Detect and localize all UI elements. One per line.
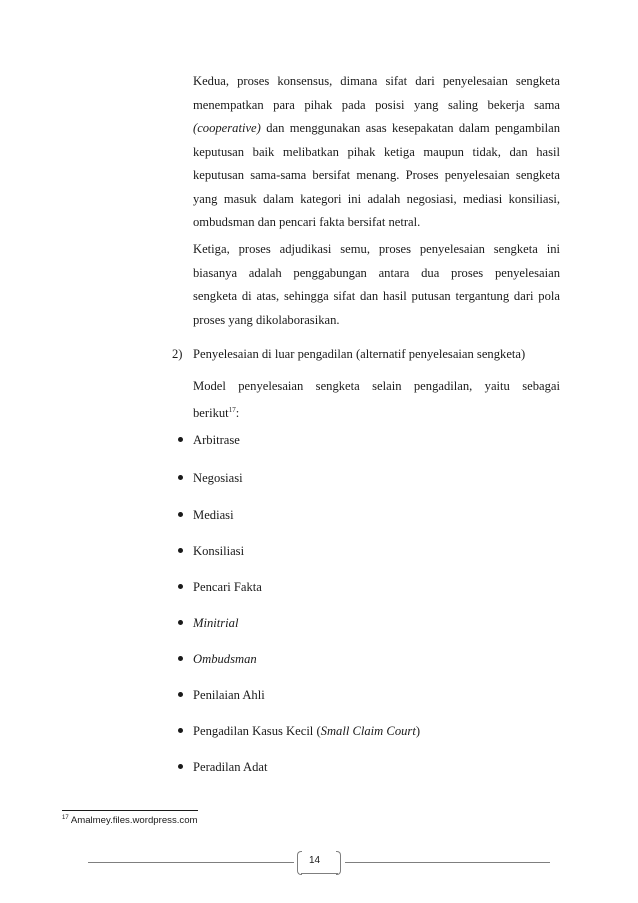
italic-term: Small Claim Court	[320, 724, 416, 738]
footnote-ref[interactable]: 17	[228, 405, 236, 414]
list-item-text	[193, 721, 420, 741]
paragraph-model	[193, 375, 560, 425]
footer-line-right	[345, 862, 550, 863]
text-line: Model penyelesaian sengketa selain pengadilan, yaitu sebagai	[193, 379, 560, 393]
list-item-text: Pencari Fakta	[193, 580, 262, 594]
italic-term: (cooperative)	[193, 121, 261, 135]
list-item-text: Mediasi	[193, 508, 234, 522]
bullet-icon	[178, 692, 183, 697]
bullet-icon	[178, 728, 183, 733]
paragraph-kedua	[193, 70, 560, 235]
text-fragment: berikut	[193, 405, 229, 420]
page-number-underline	[301, 873, 338, 874]
text-line: Ketiga, proses adjudikasi semu, proses penyelesaian sengketa ini	[193, 242, 560, 256]
list-item-text: Ombudsman	[193, 652, 257, 666]
text-line: keputusan sama-sama bersifat menang. Proses penyelesaian sengketa	[193, 168, 560, 182]
item-number: 2)	[172, 347, 183, 361]
footnote-separator	[62, 810, 198, 811]
text-fragment: Pengadilan Kasus Kecil (	[193, 724, 321, 738]
footnote-text: Amalmey.files.wordpress.com	[70, 815, 198, 826]
bullet-icon	[178, 437, 183, 442]
list-item-text: Arbitrase	[193, 433, 240, 447]
text-line: biasanya adalah penggabungan antara dua proses penyelesaian	[193, 265, 560, 280]
footer-line-left	[88, 862, 294, 863]
text-line: ombudsman dan pencari fakta bersifat netral.	[193, 215, 421, 229]
text-line	[193, 399, 560, 426]
text-line	[193, 117, 560, 141]
numbered-item-2	[172, 344, 525, 364]
text-fragment: dan menggunakan asas kesepakatan dalam pengambilan	[266, 121, 561, 135]
list-item-text: Minitrial	[193, 616, 239, 630]
bullet-icon	[178, 656, 183, 661]
text-line: keputusan baik melibatkan pihak ketiga maupun tidak, dan hasil	[193, 144, 560, 159]
text-line: yang masuk dalam kategori ini adalah negosiasi, mediasi konsiliasi,	[193, 191, 560, 206]
right-bracket-icon	[336, 851, 341, 875]
bullet-icon	[178, 764, 183, 769]
bullet-icon	[178, 620, 183, 625]
item-text: Penyelesaian di luar pengadilan (alternatif penyelesaian sengketa)	[193, 347, 526, 361]
list-item-text: Negosiasi	[193, 471, 243, 485]
list-item-text: Penilaian Ahli	[193, 688, 265, 702]
footnote-number: 17	[62, 815, 69, 821]
bullet-icon	[178, 475, 183, 480]
bullet-icon	[178, 512, 183, 517]
list-item-text: Konsiliasi	[193, 544, 245, 558]
text-fragment: :	[235, 405, 240, 420]
footnote	[62, 815, 198, 826]
text-line: sengketa di atas, sehingga sifat dan hasil putusan tergantung dari pola	[193, 289, 560, 303]
list-item-text: Peradilan Adat	[193, 760, 268, 774]
page-number: 14	[309, 855, 321, 866]
text-line: Kedua, proses konsensus, dimana sifat dari penyelesaian sengketa	[193, 74, 560, 88]
left-bracket-icon	[297, 851, 302, 875]
bullet-icon	[178, 548, 183, 553]
text-fragment: )	[415, 724, 421, 738]
paragraph-ketiga	[193, 238, 560, 332]
text-line: menempatkan para pihak pada posisi yang saling bekerja sama	[193, 97, 560, 112]
text-line: proses yang dikolaborasikan.	[193, 312, 340, 327]
bullet-icon	[178, 584, 183, 589]
